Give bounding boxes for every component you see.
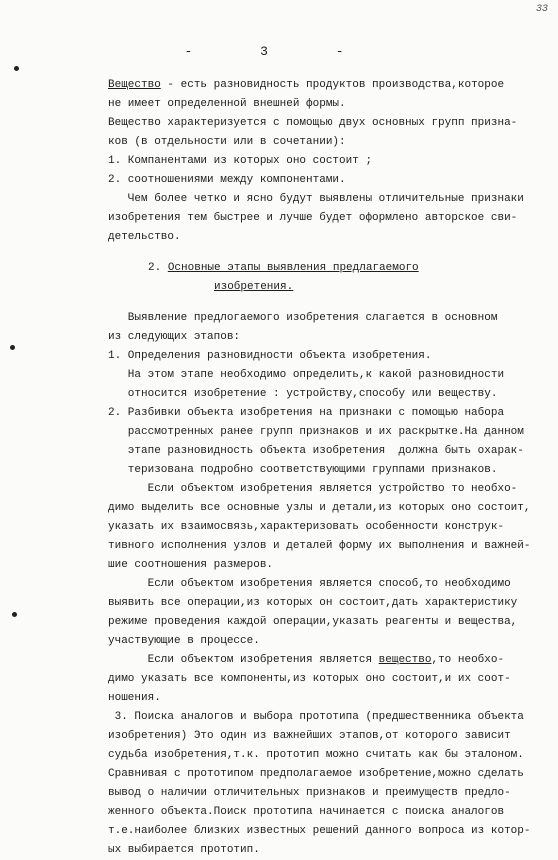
text-line: Выявление предлогаемого изобретения слагается в основном bbox=[108, 312, 498, 324]
text-line: димо указать все компоненты,из которых оно состоит,и их соот- bbox=[108, 673, 511, 685]
text-line: относится изобретение : устройству,способу или веществу. bbox=[108, 388, 498, 400]
text-line: 3. Поиска аналогов и выбора прототипа (предшественника объекта bbox=[108, 711, 524, 723]
text-line: рассмотренных ранее групп признаков и их раскрытке.На данном bbox=[108, 426, 524, 438]
text-line: Сравнивая с прототипом предполагаемое изобретение,можно сделать bbox=[108, 768, 524, 780]
term-underlined: вещество bbox=[378, 654, 432, 666]
text-line: вывод о наличии отличительных признаков и преимуществ предло- bbox=[108, 787, 511, 799]
text-line: Чем более четко и ясно будут выявлены отличительные признаки bbox=[108, 193, 524, 205]
text-line: На этом этапе необходимо определить,к какой разновидности bbox=[108, 369, 505, 381]
text-line: ков (в отдельности или в сочетании): bbox=[108, 136, 346, 148]
term-underlined: Вещество bbox=[108, 79, 161, 91]
text-line: изобретения тем быстрее и лучше будет оформлено авторское сви- bbox=[108, 212, 518, 224]
text-line: режиме проведения каждой операции,указать реагенты и вещества, bbox=[108, 616, 518, 628]
page-number: - 3 - bbox=[184, 44, 374, 59]
text-line: 2. Разбивки объекта изобретения на признаки с помощью набора bbox=[108, 407, 505, 419]
text-line: женного объекта.Поиск прототипа начинается с поиска аналогов bbox=[108, 806, 505, 818]
text-line: указать их взаимосвязь,характеризовать особенности конструк- bbox=[108, 521, 505, 533]
text-line: димо выделить все основные узлы и детали,из которых оно состоит, bbox=[108, 502, 531, 514]
text-line: 2. соотношениями между компонентами. bbox=[108, 174, 346, 186]
text-line: изобретения) Это один из важнейших этапов,от которого зависит bbox=[108, 730, 511, 742]
text-line: из следующих этапов: bbox=[108, 331, 241, 343]
text-line: Вещество - есть разновидность продуктов производства,которое bbox=[108, 79, 505, 91]
archive-page-mark: 33 bbox=[535, 4, 548, 15]
text-line: судьба изобретения,т.к. прототип можно считать как бы эталоном. bbox=[108, 749, 524, 761]
text-line: выявить все операции,из которых он состоит,дать характеристику bbox=[108, 597, 518, 609]
binding-hole-mark bbox=[12, 612, 17, 617]
text-line: ношения. bbox=[108, 692, 161, 704]
text-line: ых выбирается прототип. bbox=[108, 844, 260, 856]
binding-hole-mark bbox=[14, 66, 19, 71]
text-line: теризована подробно соответствующими группами признаков. bbox=[108, 464, 498, 476]
text-line: детельство. bbox=[108, 231, 181, 243]
text-line: Если объектом изобретения является способ,то необходимо bbox=[108, 578, 511, 590]
text-line: этапе разновидность объекта изобретения должна быть охарак- bbox=[108, 445, 524, 457]
text-line: участвующие в процессе. bbox=[108, 635, 260, 647]
document-body bbox=[108, 76, 548, 860]
text-line: шие соотношения размеров. bbox=[108, 559, 274, 571]
binding-hole-mark bbox=[10, 345, 15, 350]
text-line: Если объектом изобретения является вещество,то необхо- bbox=[108, 654, 505, 666]
section-heading: 2. Основные этапы выявления предлагаемого bbox=[148, 262, 419, 274]
text-line: Вещество характеризуется с помощью двух основных групп призна- bbox=[108, 117, 518, 129]
text-line: не имеет определенной внешней формы. bbox=[108, 98, 346, 110]
text-line: т.е.наиболее близких известных решений данного вопроса из котор- bbox=[108, 825, 531, 837]
section-heading-cont: изобретения. bbox=[214, 281, 294, 293]
text-line: Если объектом изобретения является устройство то необхо- bbox=[108, 483, 518, 495]
text-line: 1. Компанентами из которых оно состоит ; bbox=[108, 155, 373, 167]
text-line: 1. Определения разновидности объекта изобретения. bbox=[108, 350, 432, 362]
text-line: тивного исполнения узлов и деталей форму их выполнения и важней- bbox=[108, 540, 531, 552]
